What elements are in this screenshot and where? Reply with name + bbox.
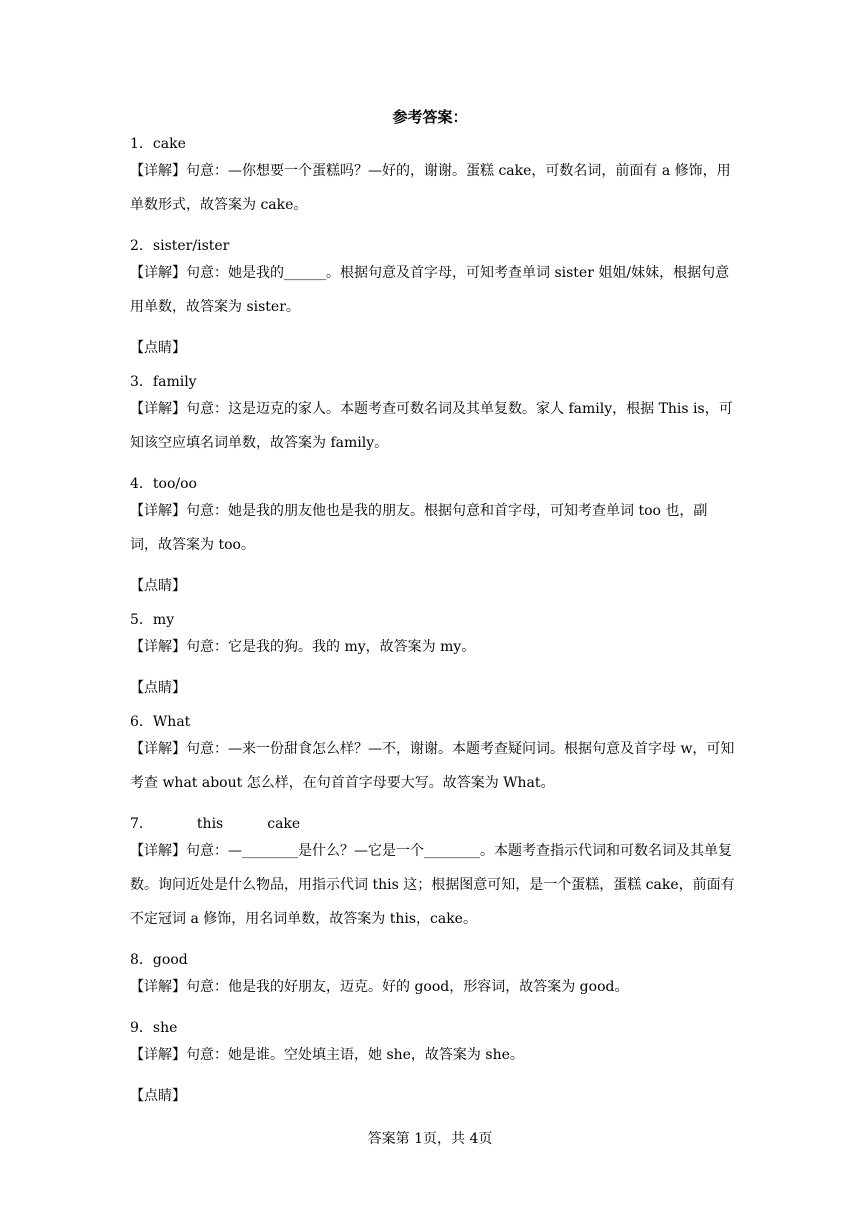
question-number: 2． <box>130 238 153 254</box>
answer-line <box>130 372 735 392</box>
dianjing-label: 【点睛】 <box>130 680 186 696</box>
answer-detail: 【详解】句意：她是我的______。根据句意及首字母，可知考查单词 sister 姐姐/妹妹，根据句意用单数，故答案为 sister。 <box>130 265 730 315</box>
question-number: 9． <box>130 1020 153 1036</box>
answer-text: What <box>152 714 191 730</box>
page-title: 参考答案： <box>392 108 468 126</box>
answer-text: she <box>152 1020 178 1036</box>
answer-line <box>130 814 735 834</box>
dianjing-label: 【点睛】 <box>130 340 186 356</box>
question-number: 5． <box>130 612 153 628</box>
dianjing-label: 【点睛】 <box>130 1088 186 1104</box>
question-number: 7． <box>130 816 153 832</box>
answer-text: too/oo <box>152 476 197 492</box>
answer-detail: 【详解】句意：这是迈克的家人。本题考查可数名词及其单复数。家人 family，根据 This is，可知该空应填名词单数，故答案为 family。 <box>130 401 733 451</box>
answer-detail: 【详解】句意：他是我的好朋友，迈克。好的 good，形容词，故答案为 good。 <box>130 979 629 995</box>
question-number: 6． <box>130 714 153 730</box>
answer-line <box>130 950 735 970</box>
dianjing-label: 【点睛】 <box>130 578 186 594</box>
answer-text: my <box>152 612 175 628</box>
answer-text: family <box>152 374 197 390</box>
question-number: 3． <box>130 374 153 390</box>
answer-text: cake <box>267 816 301 832</box>
answer-detail: 【详解】句意：—________是什么？—它是一个________。本题考查指示代词和可数名词及其单复数。询问近处是什么物品，用指示代词 this 这；根据图意可知，是一个蛋糕，蛋糕 cake，前面有不定冠词 a 修饰，用名词单数，故答案为 this，cake。 <box>130 843 735 927</box>
answer-line <box>130 712 735 732</box>
answer-line <box>130 610 735 630</box>
page-footer: 答案第 1页，共 4页 <box>367 1131 493 1147</box>
answer-line <box>130 134 735 154</box>
answer-text: sister/ister <box>152 238 230 254</box>
answer-list <box>130 134 735 1106</box>
question-number: 1． <box>130 136 153 152</box>
answer-detail: 【详解】句意：—你想要一个蛋糕吗？—好的，谢谢。蛋糕 cake，可数名词，前面有 a 修饰，用单数形式，故答案为 cake。 <box>130 163 731 213</box>
answer-detail: 【详解】句意：她是我的朋友他也是我的朋友。根据句意和首字母，可知考查单词 too 也，副词，故答案为 too。 <box>130 503 708 553</box>
answer-line <box>130 1018 735 1038</box>
question-number: 4． <box>130 476 153 492</box>
answer-line <box>130 236 735 256</box>
answer-detail: 【详解】句意：她是谁。空处填主语，她 she，故答案为 she。 <box>130 1047 524 1063</box>
answer-line <box>130 474 735 494</box>
answer-text: this <box>196 816 224 832</box>
answer-text: cake <box>152 136 186 152</box>
answer-detail: 【详解】句意：它是我的狗。我的 my，故答案为 my。 <box>130 639 476 655</box>
question-number: 8． <box>130 952 153 968</box>
answer-detail: 【详解】句意：—来一份甜食怎么样？—不，谢谢。本题考查疑问词。根据句意及首字母 w，可知考查 what about 怎么样，在句首首字母要大写。故答案为 What。 <box>130 741 735 791</box>
answer-text: good <box>152 952 188 968</box>
